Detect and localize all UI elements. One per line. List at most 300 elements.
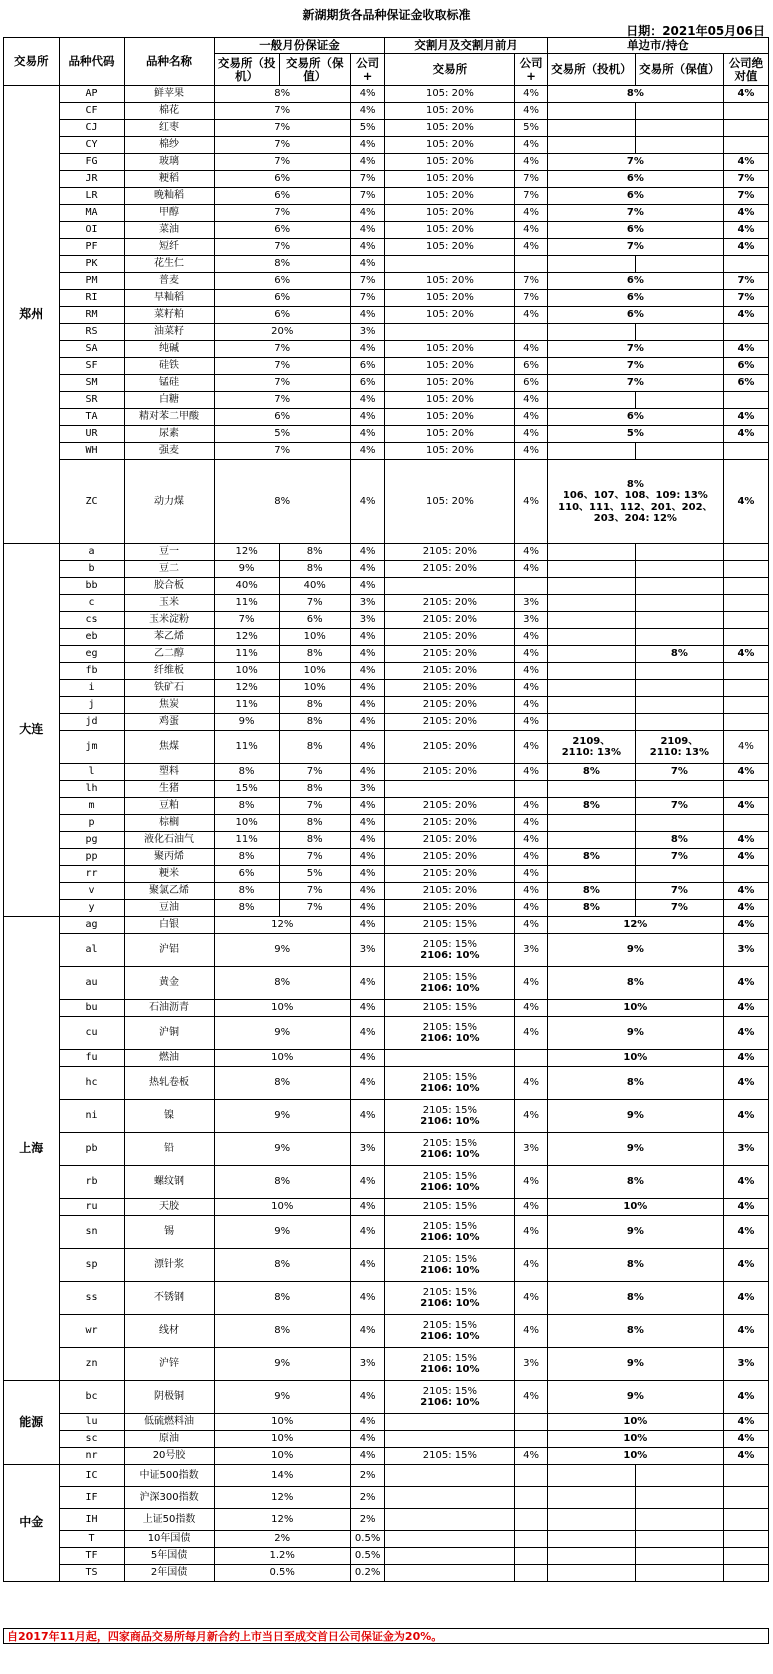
code-cell: ag	[59, 917, 124, 934]
company-margin-cell: 4%	[350, 1100, 385, 1133]
code-cell: AP	[59, 86, 124, 103]
spec-margin-cell: 12%	[214, 544, 279, 561]
company-margin-cell: 4%	[350, 714, 385, 731]
delivery-line: 2105: 15%	[422, 971, 477, 983]
delivery-company-cell: 3%	[515, 1133, 547, 1166]
delivery-line-next: 2106: 10%	[420, 983, 480, 994]
code-cell: IF	[59, 1487, 124, 1509]
company-margin-cell: 4%	[350, 1000, 385, 1017]
code-cell: SR	[59, 392, 124, 409]
code-cell: SF	[59, 358, 124, 375]
delivery-line: 2105: 20%	[422, 699, 477, 711]
delivery-margin-cell	[385, 324, 515, 341]
delivery-line-next: 2106: 10%	[420, 1182, 480, 1193]
delivery-company-cell: 4%	[515, 544, 547, 561]
table-row	[4, 646, 769, 663]
code-cell: cs	[59, 612, 124, 629]
company-abs-cell	[723, 578, 768, 595]
table-row	[4, 137, 769, 154]
delivery-company-cell: 3%	[515, 934, 547, 967]
delivery-line: 2105: 15%	[422, 1137, 477, 1149]
company-margin-cell: 4%	[350, 900, 385, 917]
table-row	[4, 764, 769, 781]
code-cell: rb	[59, 1166, 124, 1199]
delivery-company-cell: 4%	[515, 917, 547, 934]
delivery-company-cell: 4%	[515, 731, 547, 764]
company-margin-cell: 4%	[350, 544, 385, 561]
table-row	[4, 1017, 769, 1050]
spec-margin-cell: 7%	[214, 612, 279, 629]
spec-margin-cell: 8%	[214, 849, 279, 866]
delivery-line-next: 2106: 10%	[420, 1298, 480, 1309]
delivery-line-next: 2106: 10%	[420, 1331, 480, 1342]
company-margin-cell: 4%	[350, 866, 385, 883]
table-row	[4, 1509, 769, 1531]
name-cell: 原油	[124, 1431, 214, 1448]
delivery-margin-cell	[385, 1414, 515, 1431]
name-cell: 沪锌	[124, 1348, 214, 1381]
single-spec-cell	[547, 1565, 635, 1582]
delivery-margin-cell	[385, 341, 515, 358]
table-row	[4, 1531, 769, 1548]
delivery-margin-cell	[385, 307, 515, 324]
name-cell: 鲜苹果	[124, 86, 214, 103]
name-cell: 短纤	[124, 239, 214, 256]
delivery-company-cell	[515, 1531, 547, 1548]
delivery-company-cell: 4%	[515, 900, 547, 917]
code-cell: TF	[59, 1548, 124, 1565]
code-cell: rr	[59, 866, 124, 883]
name-cell: 聚丙烯	[124, 849, 214, 866]
header-company-abs: 公司绝对值	[723, 54, 768, 86]
delivery-line: 105: 20%	[425, 88, 474, 100]
company-abs-cell	[723, 561, 768, 578]
table-row	[4, 967, 769, 1000]
delivery-margin-cell	[385, 1067, 515, 1100]
general-margin-cell: 12%	[214, 1487, 350, 1509]
spec-margin-cell: 12%	[214, 629, 279, 646]
delivery-margin-cell	[385, 1133, 515, 1166]
delivery-company-cell: 4%	[515, 1100, 547, 1133]
general-margin-cell: 7%	[214, 358, 350, 375]
company-abs-cell: 6%	[723, 358, 768, 375]
code-cell: WH	[59, 443, 124, 460]
company-margin-cell: 4%	[350, 849, 385, 866]
name-cell: 黄金	[124, 967, 214, 1000]
delivery-company-cell	[515, 1509, 547, 1531]
delivery-margin-cell	[385, 86, 515, 103]
single-margin-cell: 9%	[547, 1216, 723, 1249]
delivery-line: 105: 20%	[425, 190, 474, 202]
single-hedge-cell	[635, 392, 723, 409]
delivery-line: 105: 20%	[425, 495, 474, 507]
delivery-line: 105: 20%	[425, 394, 474, 406]
code-cell: TS	[59, 1565, 124, 1582]
single-margin-cell: 5%	[547, 426, 723, 443]
delivery-margin-cell	[385, 1199, 515, 1216]
spec-margin-cell: 9%	[214, 561, 279, 578]
single-margin-cell: 9%	[547, 1381, 723, 1414]
margin-table	[3, 37, 769, 1582]
delivery-margin-cell	[385, 1249, 515, 1282]
company-abs-cell: 4%	[723, 1050, 768, 1067]
single-spec-cell	[547, 1487, 635, 1509]
delivery-company-cell	[515, 1431, 547, 1448]
name-cell: 豆粕	[124, 798, 214, 815]
delivery-company-cell: 4%	[515, 426, 547, 443]
company-margin-cell: 3%	[350, 1348, 385, 1381]
code-cell: pg	[59, 832, 124, 849]
single-hedge-cell	[635, 1487, 723, 1509]
hedge-margin-cell: 5%	[279, 866, 350, 883]
name-cell: 普麦	[124, 273, 214, 290]
table-row	[4, 866, 769, 883]
company-abs-cell	[723, 1509, 768, 1531]
delivery-margin-cell	[385, 883, 515, 900]
delivery-line: 2105: 20%	[422, 741, 477, 753]
table-row	[4, 358, 769, 375]
delivery-margin-cell	[385, 680, 515, 697]
delivery-company-cell: 4%	[515, 1381, 547, 1414]
company-abs-cell: 7%	[723, 273, 768, 290]
single-margin-cell: 10%	[547, 1414, 723, 1431]
company-abs-cell: 4%	[723, 205, 768, 222]
company-abs-cell: 4%	[723, 731, 768, 764]
single-margin-cell: 6%	[547, 307, 723, 324]
delivery-company-cell: 4%	[515, 967, 547, 1000]
table-row	[4, 86, 769, 103]
delivery-margin-cell	[385, 1381, 515, 1414]
spec-margin-cell: 40%	[214, 578, 279, 595]
company-margin-cell: 4%	[350, 443, 385, 460]
single-spec-cell	[547, 578, 635, 595]
table-row	[4, 612, 769, 629]
company-margin-cell: 4%	[350, 1166, 385, 1199]
single-spec-cell	[547, 866, 635, 883]
delivery-company-cell: 4%	[515, 103, 547, 120]
delivery-line: 2105: 20%	[422, 648, 477, 660]
single-margin-cell: 9%	[547, 1348, 723, 1381]
table-row	[4, 273, 769, 290]
hedge-margin-cell: 8%	[279, 561, 350, 578]
hedge-margin-cell: 8%	[279, 832, 350, 849]
general-margin-cell: 7%	[214, 392, 350, 409]
company-abs-cell: 4%	[723, 1448, 768, 1465]
delivery-company-cell: 4%	[515, 1315, 547, 1348]
general-margin-cell: 7%	[214, 103, 350, 120]
spec-margin-cell: 8%	[214, 798, 279, 815]
company-abs-cell	[723, 815, 768, 832]
company-abs-cell	[723, 443, 768, 460]
delivery-company-cell: 4%	[515, 86, 547, 103]
spec-margin-cell: 11%	[214, 832, 279, 849]
single-spec-cell	[547, 680, 635, 697]
company-abs-cell	[723, 137, 768, 154]
delivery-margin-cell	[385, 1565, 515, 1582]
header-hedge: 交易所（保值）	[279, 54, 350, 86]
code-cell: jd	[59, 714, 124, 731]
delivery-company-cell: 4%	[515, 222, 547, 239]
spec-margin-cell: 6%	[214, 866, 279, 883]
table-row	[4, 680, 769, 697]
delivery-margin-cell	[385, 781, 515, 798]
delivery-line: 2105: 20%	[422, 631, 477, 643]
delivery-company-cell: 4%	[515, 697, 547, 714]
name-cell: 甲醇	[124, 205, 214, 222]
code-cell: ni	[59, 1100, 124, 1133]
company-abs-cell: 7%	[723, 171, 768, 188]
name-cell: 液化石油气	[124, 832, 214, 849]
table-row	[4, 1448, 769, 1465]
general-margin-cell: 8%	[214, 967, 350, 1000]
exchange-cell: 郑州	[4, 86, 60, 544]
header-code: 品种代码	[59, 38, 124, 86]
name-cell: 上证50指数	[124, 1509, 214, 1531]
table-row	[4, 697, 769, 714]
name-cell: 红枣	[124, 120, 214, 137]
table-row	[4, 578, 769, 595]
delivery-margin-cell	[385, 1050, 515, 1067]
company-abs-cell	[723, 1565, 768, 1582]
delivery-line: 2105: 15%	[422, 1002, 477, 1014]
code-cell: ss	[59, 1282, 124, 1315]
delivery-margin-cell	[385, 1282, 515, 1315]
company-abs-cell: 3%	[723, 1133, 768, 1166]
table-row	[4, 188, 769, 205]
company-margin-cell: 4%	[350, 832, 385, 849]
delivery-company-cell: 4%	[515, 1166, 547, 1199]
general-margin-cell: 9%	[214, 1017, 350, 1050]
code-cell: bc	[59, 1381, 124, 1414]
single-hedge-cell	[635, 1465, 723, 1487]
single-spec-cell: 2109、 2110: 13%	[547, 731, 635, 764]
single-margin-cell: 8% 106、107、108、109: 13% 110、111、112、201、202、203、204: 12%	[547, 460, 723, 544]
company-margin-cell: 4%	[350, 697, 385, 714]
delivery-margin-cell	[385, 426, 515, 443]
code-cell: nr	[59, 1448, 124, 1465]
general-margin-cell: 7%	[214, 120, 350, 137]
company-margin-cell: 4%	[350, 341, 385, 358]
name-cell: 豆二	[124, 561, 214, 578]
delivery-margin-cell	[385, 764, 515, 781]
delivery-line: 105: 20%	[425, 377, 474, 389]
single-hedge-cell	[635, 561, 723, 578]
single-spec-cell	[547, 646, 635, 663]
delivery-company-cell	[515, 256, 547, 273]
delivery-margin-cell	[385, 103, 515, 120]
spec-margin-cell: 11%	[214, 595, 279, 612]
table-row	[4, 544, 769, 561]
single-margin-cell: 7%	[547, 358, 723, 375]
delivery-line: 105: 20%	[425, 224, 474, 236]
delivery-company-cell: 7%	[515, 188, 547, 205]
hedge-margin-cell: 40%	[279, 578, 350, 595]
table-row	[4, 1216, 769, 1249]
table-row	[4, 1133, 769, 1166]
code-cell: p	[59, 815, 124, 832]
delivery-company-cell: 4%	[515, 154, 547, 171]
name-cell: 菜籽粕	[124, 307, 214, 324]
delivery-line: 2105: 20%	[422, 766, 477, 778]
delivery-margin-cell	[385, 1548, 515, 1565]
delivery-margin-cell	[385, 849, 515, 866]
delivery-line: 2105: 15%	[422, 1071, 477, 1083]
company-abs-cell: 4%	[723, 798, 768, 815]
single-spec-cell: 8%	[547, 883, 635, 900]
name-cell: 天胶	[124, 1199, 214, 1216]
header-single-hedge: 交易所（保值）	[635, 54, 723, 86]
company-abs-cell	[723, 781, 768, 798]
delivery-margin-cell	[385, 578, 515, 595]
single-spec-cell	[547, 256, 635, 273]
single-hedge-cell	[635, 595, 723, 612]
code-cell: IH	[59, 1509, 124, 1531]
delivery-company-cell: 4%	[515, 409, 547, 426]
company-abs-cell: 4%	[723, 1000, 768, 1017]
general-margin-cell: 8%	[214, 86, 350, 103]
delivery-line-next: 2106: 10%	[420, 1397, 480, 1408]
table-row	[4, 222, 769, 239]
header-company: 公司+	[350, 54, 385, 86]
single-hedge-cell	[635, 1509, 723, 1531]
single-hedge-cell	[635, 612, 723, 629]
delivery-margin-cell	[385, 222, 515, 239]
table-row	[4, 290, 769, 307]
company-abs-cell	[723, 1548, 768, 1565]
delivery-company-cell: 4%	[515, 815, 547, 832]
code-cell: T	[59, 1531, 124, 1548]
delivery-company-cell	[515, 324, 547, 341]
delivery-line: 2105: 15%	[422, 938, 477, 950]
table-row	[4, 714, 769, 731]
company-abs-cell	[723, 1487, 768, 1509]
name-cell: 棉花	[124, 103, 214, 120]
general-margin-cell: 12%	[214, 917, 350, 934]
general-margin-cell: 10%	[214, 1448, 350, 1465]
delivery-line: 105: 20%	[425, 156, 474, 168]
delivery-company-cell: 4%	[515, 1282, 547, 1315]
delivery-margin-cell	[385, 697, 515, 714]
company-abs-cell: 4%	[723, 1166, 768, 1199]
code-cell: MA	[59, 205, 124, 222]
delivery-margin-cell	[385, 392, 515, 409]
single-hedge-cell	[635, 324, 723, 341]
company-margin-cell: 4%	[350, 1050, 385, 1067]
code-cell: CY	[59, 137, 124, 154]
code-cell: i	[59, 680, 124, 697]
single-margin-cell: 7%	[547, 341, 723, 358]
exchange-cell: 能源	[4, 1381, 60, 1465]
general-margin-cell: 7%	[214, 154, 350, 171]
table-row	[4, 409, 769, 426]
company-abs-cell: 4%	[723, 341, 768, 358]
delivery-margin-cell	[385, 205, 515, 222]
hedge-margin-cell: 8%	[279, 714, 350, 731]
company-abs-cell: 3%	[723, 934, 768, 967]
company-abs-cell	[723, 680, 768, 697]
company-margin-cell: 6%	[350, 358, 385, 375]
company-abs-cell: 4%	[723, 409, 768, 426]
hedge-margin-cell: 6%	[279, 612, 350, 629]
table-row	[4, 1166, 769, 1199]
company-margin-cell: 4%	[350, 426, 385, 443]
delivery-line: 2105: 20%	[422, 563, 477, 575]
company-abs-cell: 4%	[723, 917, 768, 934]
delivery-company-cell: 4%	[515, 205, 547, 222]
table-row	[4, 1431, 769, 1448]
company-margin-cell: 4%	[350, 917, 385, 934]
company-abs-cell	[723, 256, 768, 273]
name-cell: 精对苯二甲酸	[124, 409, 214, 426]
company-margin-cell: 4%	[350, 1216, 385, 1249]
general-margin-cell: 8%	[214, 1315, 350, 1348]
company-abs-cell: 4%	[723, 1199, 768, 1216]
company-margin-cell: 4%	[350, 256, 385, 273]
delivery-line: 2105: 20%	[422, 885, 477, 897]
company-margin-cell: 0.5%	[350, 1548, 385, 1565]
delivery-company-cell: 3%	[515, 1348, 547, 1381]
company-margin-cell: 4%	[350, 663, 385, 680]
name-cell: 粳米	[124, 866, 214, 883]
delivery-line: 105: 20%	[425, 411, 474, 423]
table-row	[4, 307, 769, 324]
delivery-company-cell: 4%	[515, 798, 547, 815]
name-cell: 焦煤	[124, 731, 214, 764]
general-margin-cell: 8%	[214, 1282, 350, 1315]
name-cell: 玻璃	[124, 154, 214, 171]
company-margin-cell: 0.2%	[350, 1565, 385, 1582]
delivery-line: 2105: 20%	[422, 614, 477, 626]
delivery-margin-cell	[385, 409, 515, 426]
table-row	[4, 103, 769, 120]
single-margin-cell: 9%	[547, 1100, 723, 1133]
hedge-margin-cell: 7%	[279, 849, 350, 866]
spec-margin-cell: 12%	[214, 680, 279, 697]
header-single: 单边市/持仓	[547, 38, 768, 54]
name-cell: 白糖	[124, 392, 214, 409]
delivery-margin-cell	[385, 1315, 515, 1348]
table-row	[4, 900, 769, 917]
single-margin-cell: 7%	[547, 239, 723, 256]
code-cell: b	[59, 561, 124, 578]
company-margin-cell: 4%	[350, 86, 385, 103]
general-margin-cell: 7%	[214, 137, 350, 154]
single-spec-cell	[547, 595, 635, 612]
company-margin-cell: 4%	[350, 1414, 385, 1431]
company-margin-cell: 4%	[350, 307, 385, 324]
company-margin-cell: 4%	[350, 646, 385, 663]
delivery-margin-cell	[385, 1348, 515, 1381]
hedge-margin-cell: 10%	[279, 663, 350, 680]
delivery-margin-cell	[385, 714, 515, 731]
single-hedge-cell	[635, 544, 723, 561]
name-cell: 纯碱	[124, 341, 214, 358]
delivery-margin-cell	[385, 1531, 515, 1548]
company-margin-cell: 4%	[350, 239, 385, 256]
hedge-margin-cell: 10%	[279, 680, 350, 697]
single-margin-cell: 9%	[547, 934, 723, 967]
hedge-margin-cell: 7%	[279, 883, 350, 900]
delivery-line-next: 2106: 10%	[420, 1364, 480, 1375]
delivery-line-next: 2106: 10%	[420, 1116, 480, 1127]
single-spec-cell	[547, 612, 635, 629]
delivery-company-cell	[515, 578, 547, 595]
table-row	[4, 256, 769, 273]
general-margin-cell: 5%	[214, 426, 350, 443]
delivery-margin-cell	[385, 137, 515, 154]
delivery-margin-cell	[385, 798, 515, 815]
delivery-line: 2105: 15%	[422, 1253, 477, 1265]
